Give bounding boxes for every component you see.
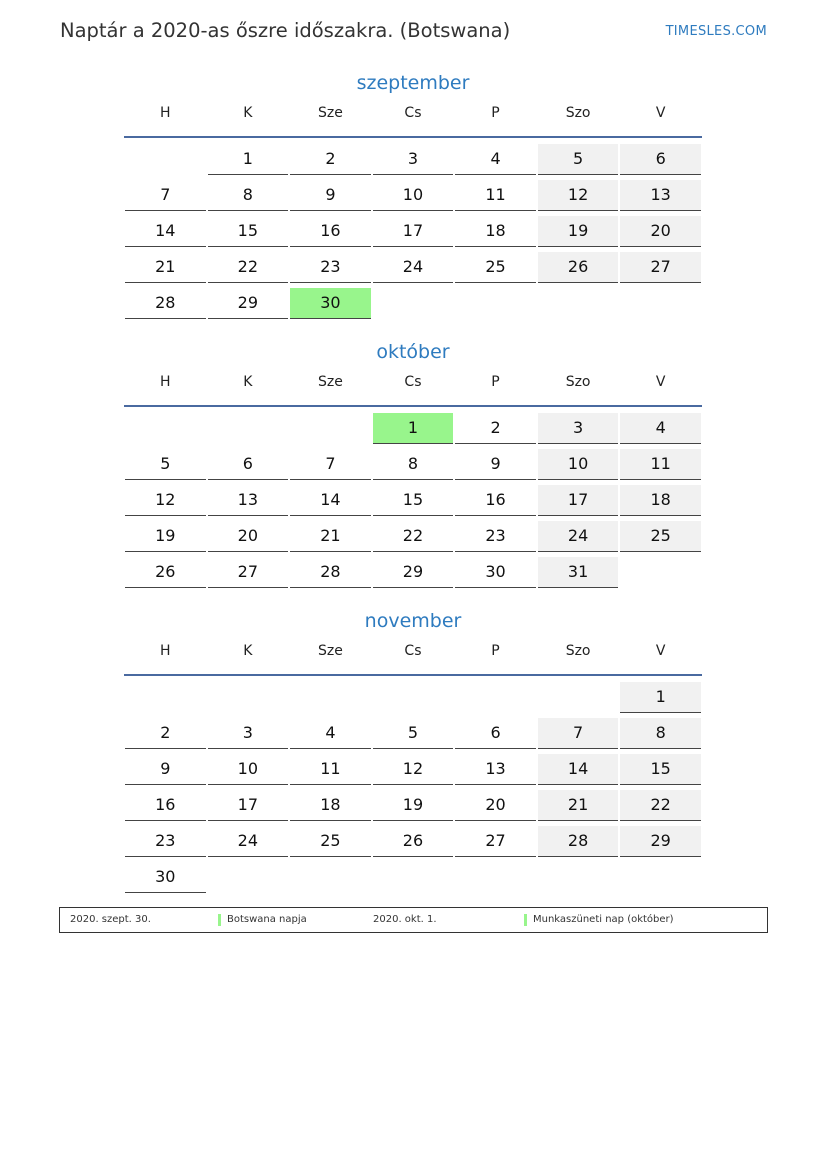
weekday-label: Sze	[317, 643, 343, 659]
month-title: szeptember	[356, 72, 470, 94]
day-cell: 28	[538, 826, 619, 857]
day-slot	[372, 519, 455, 555]
weekday-label: Szo	[565, 105, 591, 121]
day-slot	[289, 752, 372, 788]
day-slot	[124, 411, 207, 447]
day-slot	[454, 286, 537, 322]
day-cell: 6	[620, 144, 701, 175]
day-cell: 25	[620, 521, 701, 552]
week-row	[124, 286, 702, 322]
day-slot	[619, 716, 702, 752]
day-cell: 2	[290, 144, 371, 175]
day-cell: 14	[125, 216, 206, 247]
day-cell: 3	[208, 718, 289, 749]
weekday-label: Cs	[404, 374, 422, 390]
day-cell: 7	[538, 718, 619, 749]
day-cell: 9	[290, 180, 371, 211]
weekday-label: P	[491, 105, 500, 121]
weekday-label: K	[243, 643, 253, 659]
legend-holiday-name: Botswana napja	[227, 914, 307, 925]
holiday-day-cell: 30	[290, 288, 371, 319]
day-slot	[372, 214, 455, 250]
day-slot	[289, 286, 372, 322]
day-cell: 23	[455, 521, 536, 552]
day-cell: 24	[208, 826, 289, 857]
day-cell: 27	[620, 252, 701, 283]
day-slot	[454, 250, 537, 286]
day-slot	[537, 250, 620, 286]
day-slot	[207, 716, 290, 752]
day-cell: 12	[373, 754, 454, 785]
day-cell: 23	[290, 252, 371, 283]
day-slot	[537, 483, 620, 519]
day-slot	[372, 680, 455, 716]
day-slot	[454, 483, 537, 519]
day-slot	[289, 250, 372, 286]
weeks-grid	[124, 138, 702, 322]
day-cell: 19	[373, 790, 454, 821]
day-slot	[372, 178, 455, 214]
day-slot	[372, 286, 455, 322]
day-slot	[207, 178, 290, 214]
day-slot	[537, 411, 620, 447]
day-slot	[207, 142, 290, 178]
day-cell: 18	[290, 790, 371, 821]
day-slot	[537, 447, 620, 483]
day-slot	[289, 860, 372, 896]
week-row	[124, 555, 702, 591]
day-slot	[372, 716, 455, 752]
day-cell: 5	[125, 449, 206, 480]
day-cell: 8	[208, 180, 289, 211]
week-row	[124, 716, 702, 752]
day-slot	[619, 250, 702, 286]
day-slot	[537, 286, 620, 322]
day-cell: 8	[620, 718, 701, 749]
day-cell: 16	[125, 790, 206, 821]
week-row	[124, 483, 702, 519]
day-slot	[619, 142, 702, 178]
day-cell: 28	[290, 557, 371, 588]
day-slot	[537, 716, 620, 752]
week-row	[124, 860, 702, 896]
day-slot	[372, 142, 455, 178]
day-slot	[124, 142, 207, 178]
holiday-legend	[59, 907, 768, 933]
day-cell: 25	[290, 826, 371, 857]
week-row	[124, 411, 702, 447]
day-slot	[537, 788, 620, 824]
day-slot	[207, 680, 290, 716]
day-slot	[124, 788, 207, 824]
weekday-label: Cs	[404, 643, 422, 659]
day-cell: 15	[373, 485, 454, 516]
week-row	[124, 824, 702, 860]
day-cell: 18	[620, 485, 701, 516]
weekday-label: H	[160, 374, 171, 390]
brand-link[interactable]: TIMESLES.COM	[665, 24, 767, 39]
day-cell: 22	[620, 790, 701, 821]
week-row	[124, 142, 702, 178]
day-cell: 30	[125, 862, 206, 893]
day-slot	[454, 411, 537, 447]
day-slot	[207, 860, 290, 896]
day-slot	[289, 483, 372, 519]
day-slot	[619, 447, 702, 483]
week-row	[124, 178, 702, 214]
day-slot	[372, 788, 455, 824]
day-slot	[454, 824, 537, 860]
day-cell: 14	[538, 754, 619, 785]
day-slot	[124, 860, 207, 896]
day-slot	[454, 555, 537, 591]
day-slot	[124, 752, 207, 788]
day-slot	[124, 519, 207, 555]
weekday-label: K	[243, 374, 253, 390]
day-slot	[454, 860, 537, 896]
month-block	[124, 606, 702, 896]
week-row	[124, 214, 702, 250]
day-slot	[619, 824, 702, 860]
day-cell: 21	[125, 252, 206, 283]
legend-date: 2020. szept. 30.	[70, 914, 151, 925]
weekday-header	[124, 100, 702, 138]
day-slot	[619, 752, 702, 788]
day-cell: 28	[125, 288, 206, 319]
day-cell: 16	[290, 216, 371, 247]
day-slot	[289, 142, 372, 178]
day-slot	[537, 824, 620, 860]
day-slot	[289, 411, 372, 447]
day-cell: 14	[290, 485, 371, 516]
holiday-day-cell: 1	[373, 413, 454, 444]
day-cell: 16	[455, 485, 536, 516]
day-cell: 1	[208, 144, 289, 175]
day-cell: 27	[455, 826, 536, 857]
page-title: Naptár a 2020-as őszre időszakra. (Botswana)	[60, 19, 511, 42]
day-slot	[372, 824, 455, 860]
day-slot	[207, 752, 290, 788]
day-slot	[454, 680, 537, 716]
day-cell: 2	[455, 413, 536, 444]
day-cell: 4	[455, 144, 536, 175]
day-cell: 7	[125, 180, 206, 211]
week-row	[124, 680, 702, 716]
day-slot	[289, 555, 372, 591]
day-slot	[124, 680, 207, 716]
day-slot	[454, 752, 537, 788]
day-cell: 9	[455, 449, 536, 480]
day-cell: 17	[373, 216, 454, 247]
day-cell: 4	[290, 718, 371, 749]
day-slot	[207, 214, 290, 250]
day-slot	[619, 555, 702, 591]
day-cell: 24	[538, 521, 619, 552]
day-slot	[207, 250, 290, 286]
day-cell: 29	[208, 288, 289, 319]
day-cell: 21	[290, 521, 371, 552]
weekday-label: K	[243, 105, 253, 121]
day-slot	[124, 483, 207, 519]
day-slot	[537, 680, 620, 716]
weekday-header	[124, 369, 702, 407]
day-slot	[207, 411, 290, 447]
day-cell: 5	[373, 718, 454, 749]
weeks-grid	[124, 407, 702, 591]
day-cell: 22	[208, 252, 289, 283]
day-slot	[124, 286, 207, 322]
day-slot	[537, 519, 620, 555]
day-cell: 30	[455, 557, 536, 588]
day-cell: 27	[208, 557, 289, 588]
day-slot	[537, 142, 620, 178]
day-cell: 11	[290, 754, 371, 785]
day-slot	[619, 788, 702, 824]
day-cell: 29	[373, 557, 454, 588]
day-slot	[372, 555, 455, 591]
month-title: november	[364, 610, 462, 632]
day-slot	[289, 680, 372, 716]
day-slot	[207, 824, 290, 860]
day-slot	[537, 178, 620, 214]
week-row	[124, 752, 702, 788]
holiday-marker-icon	[524, 914, 527, 926]
day-cell: 12	[125, 485, 206, 516]
day-slot	[289, 788, 372, 824]
day-slot	[207, 447, 290, 483]
day-slot	[207, 286, 290, 322]
day-slot	[124, 447, 207, 483]
day-cell: 15	[620, 754, 701, 785]
day-slot	[619, 178, 702, 214]
day-cell: 5	[538, 144, 619, 175]
day-slot	[289, 214, 372, 250]
day-slot	[207, 519, 290, 555]
day-slot	[124, 824, 207, 860]
day-slot	[619, 680, 702, 716]
weekday-label: Cs	[404, 105, 422, 121]
day-cell: 1	[620, 682, 701, 713]
day-cell: 17	[208, 790, 289, 821]
day-cell: 11	[620, 449, 701, 480]
day-cell: 31	[538, 557, 619, 588]
day-cell: 3	[538, 413, 619, 444]
day-slot	[619, 411, 702, 447]
weekday-label: P	[491, 643, 500, 659]
day-slot	[619, 519, 702, 555]
day-cell: 13	[208, 485, 289, 516]
day-slot	[124, 716, 207, 752]
day-cell: 11	[455, 180, 536, 211]
day-slot	[124, 178, 207, 214]
day-slot	[372, 483, 455, 519]
day-cell: 6	[208, 449, 289, 480]
day-slot	[372, 411, 455, 447]
weekday-label: P	[491, 374, 500, 390]
day-cell: 25	[455, 252, 536, 283]
month-block	[124, 337, 702, 591]
day-cell: 18	[455, 216, 536, 247]
legend-date: 2020. okt. 1.	[373, 914, 437, 925]
day-cell: 17	[538, 485, 619, 516]
day-cell: 26	[373, 826, 454, 857]
day-slot	[289, 824, 372, 860]
day-slot	[619, 860, 702, 896]
day-slot	[289, 716, 372, 752]
day-slot	[619, 483, 702, 519]
day-slot	[454, 142, 537, 178]
day-slot	[124, 214, 207, 250]
weekday-header	[124, 638, 702, 676]
day-slot	[372, 250, 455, 286]
day-cell: 20	[208, 521, 289, 552]
weekday-label: H	[160, 643, 171, 659]
day-cell: 3	[373, 144, 454, 175]
weekday-label: V	[655, 105, 666, 121]
day-slot	[372, 752, 455, 788]
weekday-label: Sze	[317, 105, 343, 121]
day-cell: 4	[620, 413, 701, 444]
day-slot	[372, 447, 455, 483]
day-slot	[619, 214, 702, 250]
day-slot	[207, 555, 290, 591]
day-slot	[124, 250, 207, 286]
day-slot	[454, 214, 537, 250]
weekday-label: Szo	[565, 374, 591, 390]
day-slot	[537, 860, 620, 896]
weekday-label: V	[655, 374, 666, 390]
day-cell: 10	[538, 449, 619, 480]
day-cell: 6	[455, 718, 536, 749]
day-slot	[454, 519, 537, 555]
day-slot	[537, 555, 620, 591]
day-cell: 13	[620, 180, 701, 211]
day-cell: 23	[125, 826, 206, 857]
day-cell: 10	[373, 180, 454, 211]
day-cell: 13	[455, 754, 536, 785]
weekday-label: Szo	[565, 643, 591, 659]
day-slot	[207, 788, 290, 824]
day-cell: 20	[455, 790, 536, 821]
day-slot	[372, 860, 455, 896]
day-slot	[124, 555, 207, 591]
day-cell: 2	[125, 718, 206, 749]
day-cell: 8	[373, 449, 454, 480]
day-slot	[289, 519, 372, 555]
day-slot	[537, 214, 620, 250]
legend-holiday-name: Munkaszüneti nap (október)	[533, 914, 674, 925]
day-cell: 15	[208, 216, 289, 247]
month-block	[124, 68, 702, 322]
weeks-grid	[124, 676, 702, 896]
day-slot	[454, 788, 537, 824]
day-slot	[289, 178, 372, 214]
day-cell: 7	[290, 449, 371, 480]
day-cell: 21	[538, 790, 619, 821]
day-cell: 9	[125, 754, 206, 785]
week-row	[124, 519, 702, 555]
day-slot	[454, 716, 537, 752]
day-cell: 24	[373, 252, 454, 283]
weekday-label: V	[655, 643, 666, 659]
day-cell: 22	[373, 521, 454, 552]
day-slot	[537, 752, 620, 788]
weekday-label: H	[160, 105, 171, 121]
day-slot	[619, 286, 702, 322]
day-slot	[454, 447, 537, 483]
day-cell: 12	[538, 180, 619, 211]
day-slot	[289, 447, 372, 483]
weekday-label: Sze	[317, 374, 343, 390]
week-row	[124, 447, 702, 483]
day-cell: 26	[538, 252, 619, 283]
day-slot	[207, 483, 290, 519]
holiday-marker-icon	[218, 914, 221, 926]
day-slot	[454, 178, 537, 214]
week-row	[124, 250, 702, 286]
day-cell: 29	[620, 826, 701, 857]
week-row	[124, 788, 702, 824]
day-cell: 10	[208, 754, 289, 785]
day-cell: 19	[538, 216, 619, 247]
month-title: október	[376, 341, 450, 363]
day-cell: 20	[620, 216, 701, 247]
day-cell: 26	[125, 557, 206, 588]
day-cell: 19	[125, 521, 206, 552]
